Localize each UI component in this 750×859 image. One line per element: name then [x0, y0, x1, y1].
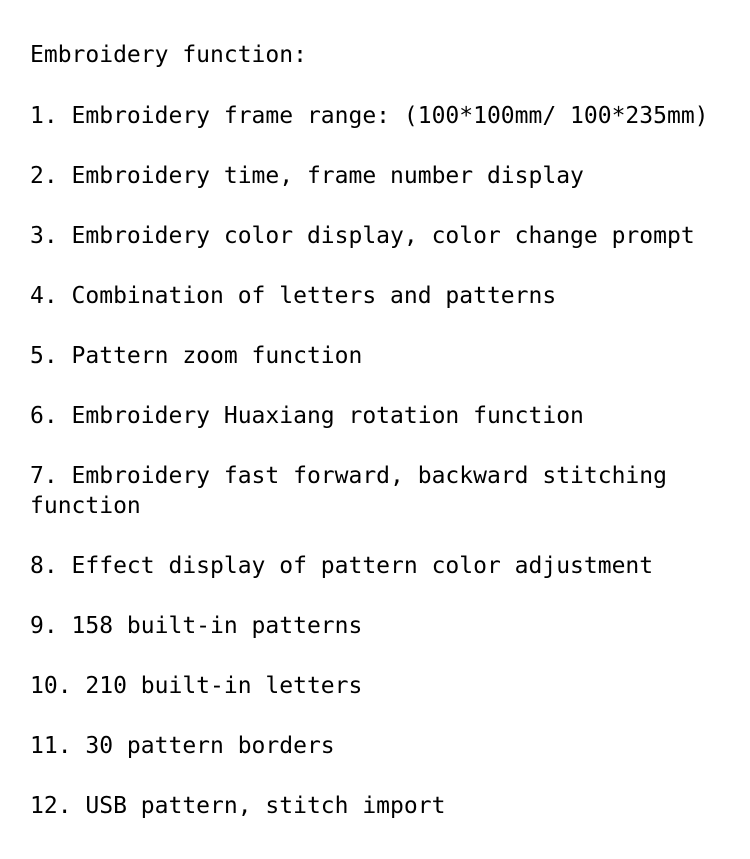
- feature-item-9: 9. 158 built-in patterns: [30, 613, 363, 639]
- document-heading: Embroidery function:: [30, 42, 307, 68]
- feature-item-7: 7. Embroidery fast forward, backward stitching function: [30, 463, 667, 519]
- feature-item-2: 2. Embroidery time, frame number display: [30, 163, 584, 189]
- feature-item-5: 5. Pattern zoom function: [30, 343, 363, 369]
- feature-item-4: 4. Combination of letters and patterns: [30, 283, 557, 309]
- feature-item-1: 1. Embroidery frame range: (100*100mm/ 100*235mm): [30, 103, 709, 129]
- feature-item-8: 8. Effect display of pattern color adjustment: [30, 553, 654, 579]
- feature-item-6: 6. Embroidery Huaxiang rotation function: [30, 403, 584, 429]
- feature-item-3: 3. Embroidery color display, color change prompt: [30, 223, 695, 249]
- feature-item-12: 12. USB pattern, stitch import: [30, 793, 446, 819]
- feature-item-10: 10. 210 built-in letters: [30, 673, 363, 699]
- feature-item-11: 11. 30 pattern borders: [30, 733, 335, 759]
